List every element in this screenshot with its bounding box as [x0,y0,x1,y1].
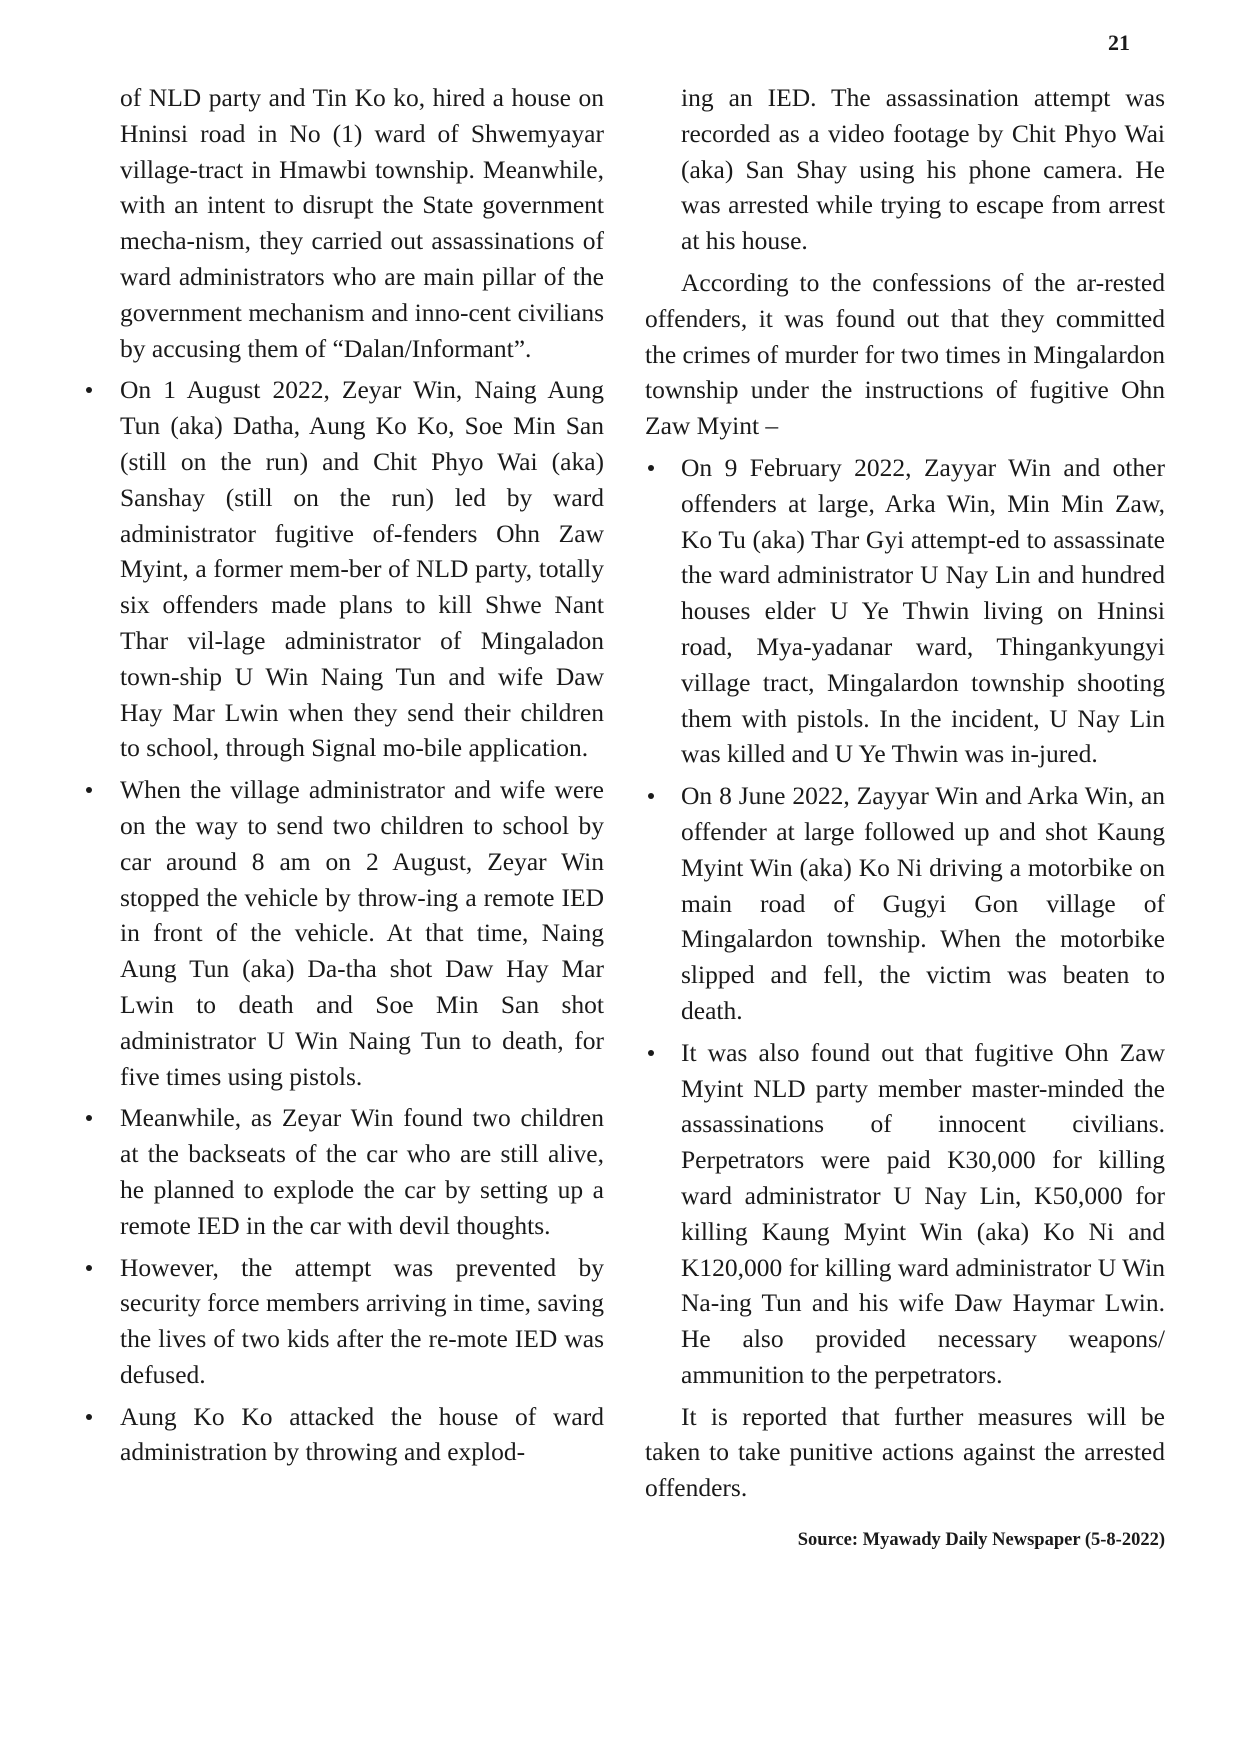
bullet-icon [86,1265,92,1271]
list-item [645,1035,1165,1393]
list-item [645,450,1165,772]
list-item [120,372,604,766]
left-bullet-list [120,372,604,1470]
right-column [645,80,1165,1552]
bullet-icon [648,1050,654,1056]
left-column [120,80,604,1476]
right-continuation-paragraph: ing an IED. The assassination attempt was recorded as a video footage by Chit Phyo Wai (aka) San Shay using his phone camera. He was arrested while trying to escape from arrest at his house. [681,83,1165,256]
source-citation: Source: Myawady Daily Newspaper (5-8-2022) [797,1530,1165,1551]
list-item-text: On 1 August 2022, Zeyar Win, Naing Aung Tun (aka) Datha, Aung Ko Ko, Soe Min San (still on the run) and Chit Phyo Wai (aka) Sanshay (still on the run) led by ward administrator fugitive of-fenders Ohn Zaw Myint, a former mem-ber of NLD party, totally six offenders made plans to kill Shwe Nant Thar vil-lage administrator of Mingaladon town-ship U Win Naing Tun and wife Daw Hay Mar Lwin when they send their children to school, through Signal mo-bile application. [120,375,604,763]
list-item [120,1250,604,1393]
list-item [120,772,604,1094]
right-bullet-list [645,450,1165,1393]
bullet-icon [86,1414,92,1420]
list-item-text: On 9 February 2022, Zayyar Win and other offenders at large, Arka Win, Min Min Zaw, Ko Tu (aka) Thar Gyi attempt-ed to assassinate the ward administrator U Nay Lin and hundred houses elder U Ye Thwin living on Hninsi road, Mya-yadanar ward, Thingankyungyi village tract, Mingalardon township shooting them with pistols. In the incident, U Nay Lin was killed and U Ye Thwin was in-jured. [681,452,1165,769]
bullet-icon [86,1115,92,1121]
list-item-text: However, the attempt was prevented by security force members arriving in time, saving the lives of two kids after the re-mote IED was defused. [120,1252,604,1389]
left-continuation-paragraph: of NLD party and Tin Ko ko, hired a house on Hninsi road in No (1) ward of Shwemyayar village-tract in Hmawbi township. Meanwhile, with an intent to disrupt the State government mecha-nism, they carried out assassinations of ward administrators who are main pillar of the government mechanism and inno-cent civilians by accusing them of “Dalan/Informant”. [120,83,604,363]
list-item-text: When the village administrator and wife were on the way to send two children to school by car around 8 am on 2 August, Zeyar Win stopped the vehicle by throw-ing a remote IED in front of the vehicle. At that time, Naing Aung Tun (aka) Da-tha shot Daw Hay Mar Lwin to death and Soe Min San shot administrator U Win Naing Tun to death, for five times using pistols. [120,775,604,1091]
intro-paragraph: According to the confessions of the ar-rested offenders, it was found out that they committed the crimes of murder for two times in Mingalardon township under the instructions of fugitive Ohn Zaw Myint – [645,267,1165,441]
bullet-icon [648,793,654,799]
list-item [645,778,1165,1029]
page-number: 21 [1108,30,1130,55]
list-item-text: Meanwhile, as Zeyar Win found two children at the backseats of the car who are still alive, he planned to explode the car by setting up a remote IED in the car with devil thoughts. [120,1103,604,1240]
list-item [120,1399,604,1471]
list-item-text: Aung Ko Ko attacked the house of ward administration by throwing and explod- [120,1401,604,1467]
closing-paragraph: It is reported that further measures will be taken to take punitive actions against the arrested offenders. [645,1401,1165,1503]
bullet-icon [648,465,654,471]
list-item-text: On 8 June 2022, Zayyar Win and Arka Win, an offender at large followed up and shot Kaung Myint Win (aka) Ko Ni driving a motorbike on main road of Gugyi Gon village of Mingalardon township. When the motorbike slipped and fell, the victim was beaten to death. [681,781,1165,1025]
list-item [120,1100,604,1243]
bullet-icon [86,387,92,393]
list-item-text: It was also found out that fugitive Ohn Zaw Myint NLD party member master-minded the assassinations of innocent civilians. Perpetrators were paid K30,000 for killing ward administrator U Nay Lin, K50,000 for killing Kaung Myint Win (aka) Ko Ni and K120,000 for killing ward administrator U Win Na-ing Tun and his wife Daw Haymar Lwin. He also provided necessary weapons/ ammunition to the perpetrators. [681,1037,1165,1389]
bullet-icon [86,787,92,793]
